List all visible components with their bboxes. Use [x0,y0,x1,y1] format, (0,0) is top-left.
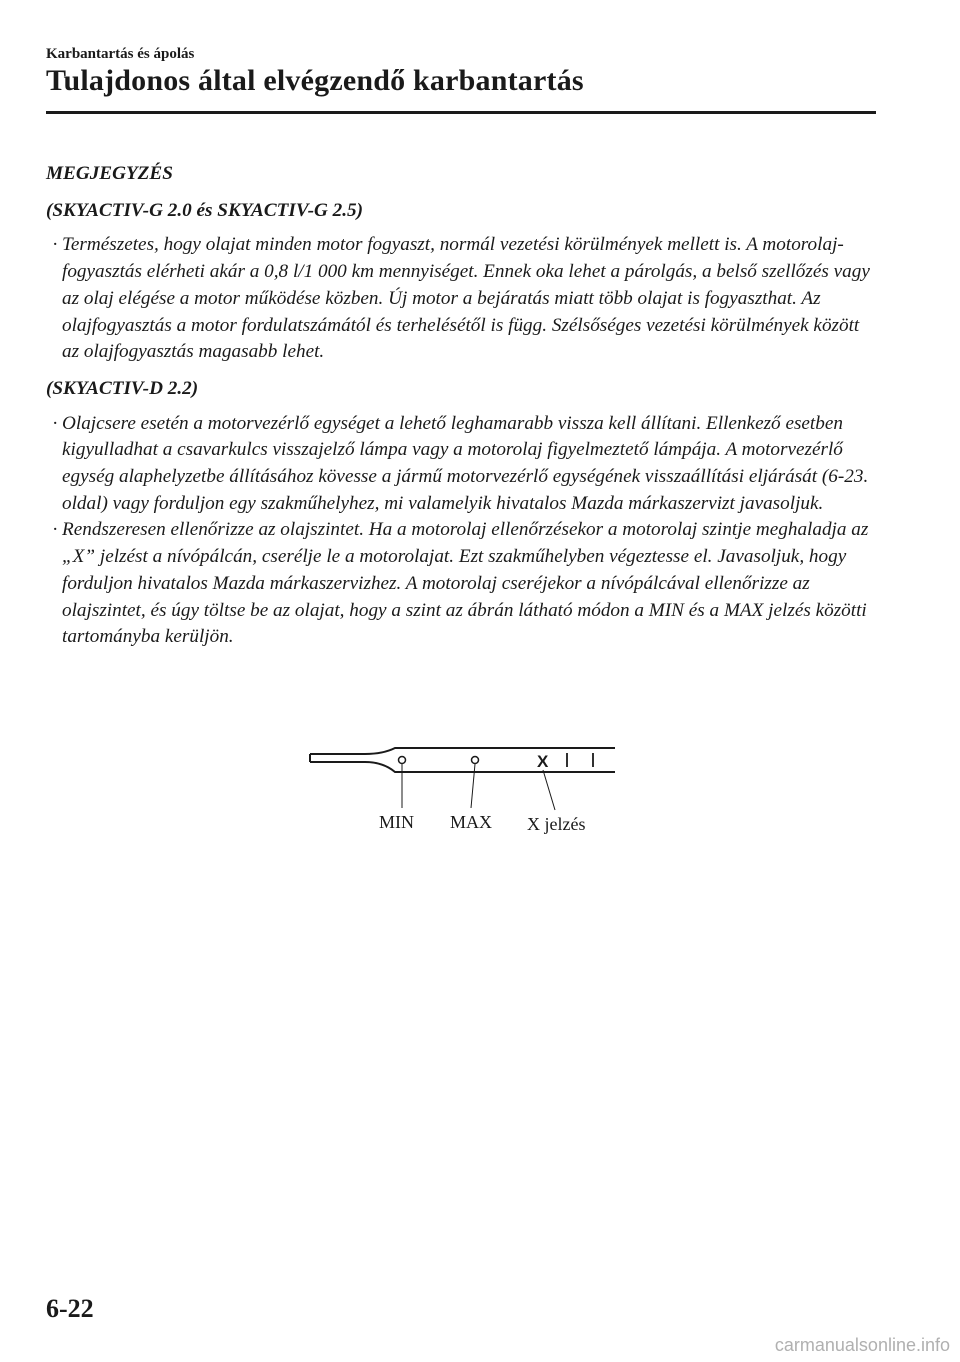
bullet-text: Rendszeresen ellenőrizze az olajszintet. Ha a motorolaj ellenőrzésekor a motorolaj szintje meghaladja az „X” jelzést a nívópálcán, cserélje le a motorolajat. Ezt szakműhelyben végeztesse el. Javasoljuk, hogy forduljon hivatalos Mazda márkaszervizhez. A motorolaj cseréjekor a nívópálcával ellenőrizze az olajszintet, és úgy töltse be az olajat, hogy a szint az ábrán látható módon a MIN és a MAX jelzés közötti tartományba kerüljön. [62,519,869,648]
note-content [46,161,876,651]
dipstick-svg [305,740,625,840]
dipstick-lower-edge [310,762,615,772]
min-mark [399,757,406,764]
page-number: 6-22 [46,1294,94,1323]
x-mark: X [537,752,549,771]
bullet-text: Természetes, hogy olajat minden motor fogyaszt, normál vezetési körülmények mellett is. A motorolaj-fogyasztás elérheti akár a 0,8 l/1 000 km mennyiséget. Ennek oka lehet a párolgás, a belső szellőzés vagy az olaj elégése a motor működése közben. Új motor a bejáratás miatt több olajat is fogyaszthat. Az olajfogyasztás a motor fordulatszámától és terhelésétől is függ. Szélsőséges vezetési körülmények között az olajfogyasztás magasabb lehet. [62,234,870,363]
title-rule [46,111,876,114]
subheading-skyactiv-g: (SKYACTIV-G 2.0 és SKYACTIV-G 2.5) [46,199,363,221]
dipstick-upper-edge [310,748,615,754]
dipstick-diagram [305,740,625,840]
watermark: carmanualsonline.info [774,1335,950,1355]
section-label: Karbantartás és ápolás [46,46,195,62]
max-mark [472,757,479,764]
bullet-dot: · [52,412,59,434]
page-title: Tulajdonos által elvégzendő karbantartás [46,64,584,97]
bullet-oil-consumption [46,232,876,366]
max-leader-line [471,764,475,808]
bullet-dot: · [52,234,59,256]
min-label: MIN [379,812,414,832]
x-leader-line [543,770,555,810]
subheading-skyactiv-d: (SKYACTIV-D 2.2) [46,377,199,399]
note-heading: MEGJEGYZÉS [46,163,173,184]
max-label: MAX [450,812,493,832]
bullet-oil-level-check [46,517,876,651]
bullet-dot: · [52,519,59,541]
bullet-oil-change-reset [46,411,876,518]
bullet-text: Olajcsere esetén a motorvezérlő egységet a lehető leghamarabb vissza kell állítani. Ellenkező esetben kigyulladhat a csavarkulcs visszajelző lámpa vagy a motorolaj figyelmeztető lámpája. A motorvezérlő egység alaphelyzetbe állításához kövesse a jármű motorvezérlő egységének visszaállítási eljárását (6-23. oldal) vagy forduljon egy szakműhelyhez, mi valamelyik hivatalos Mazda márkaszervizt javasoljuk. [62,412,869,514]
x-mark-label: X jelzés [527,814,586,834]
